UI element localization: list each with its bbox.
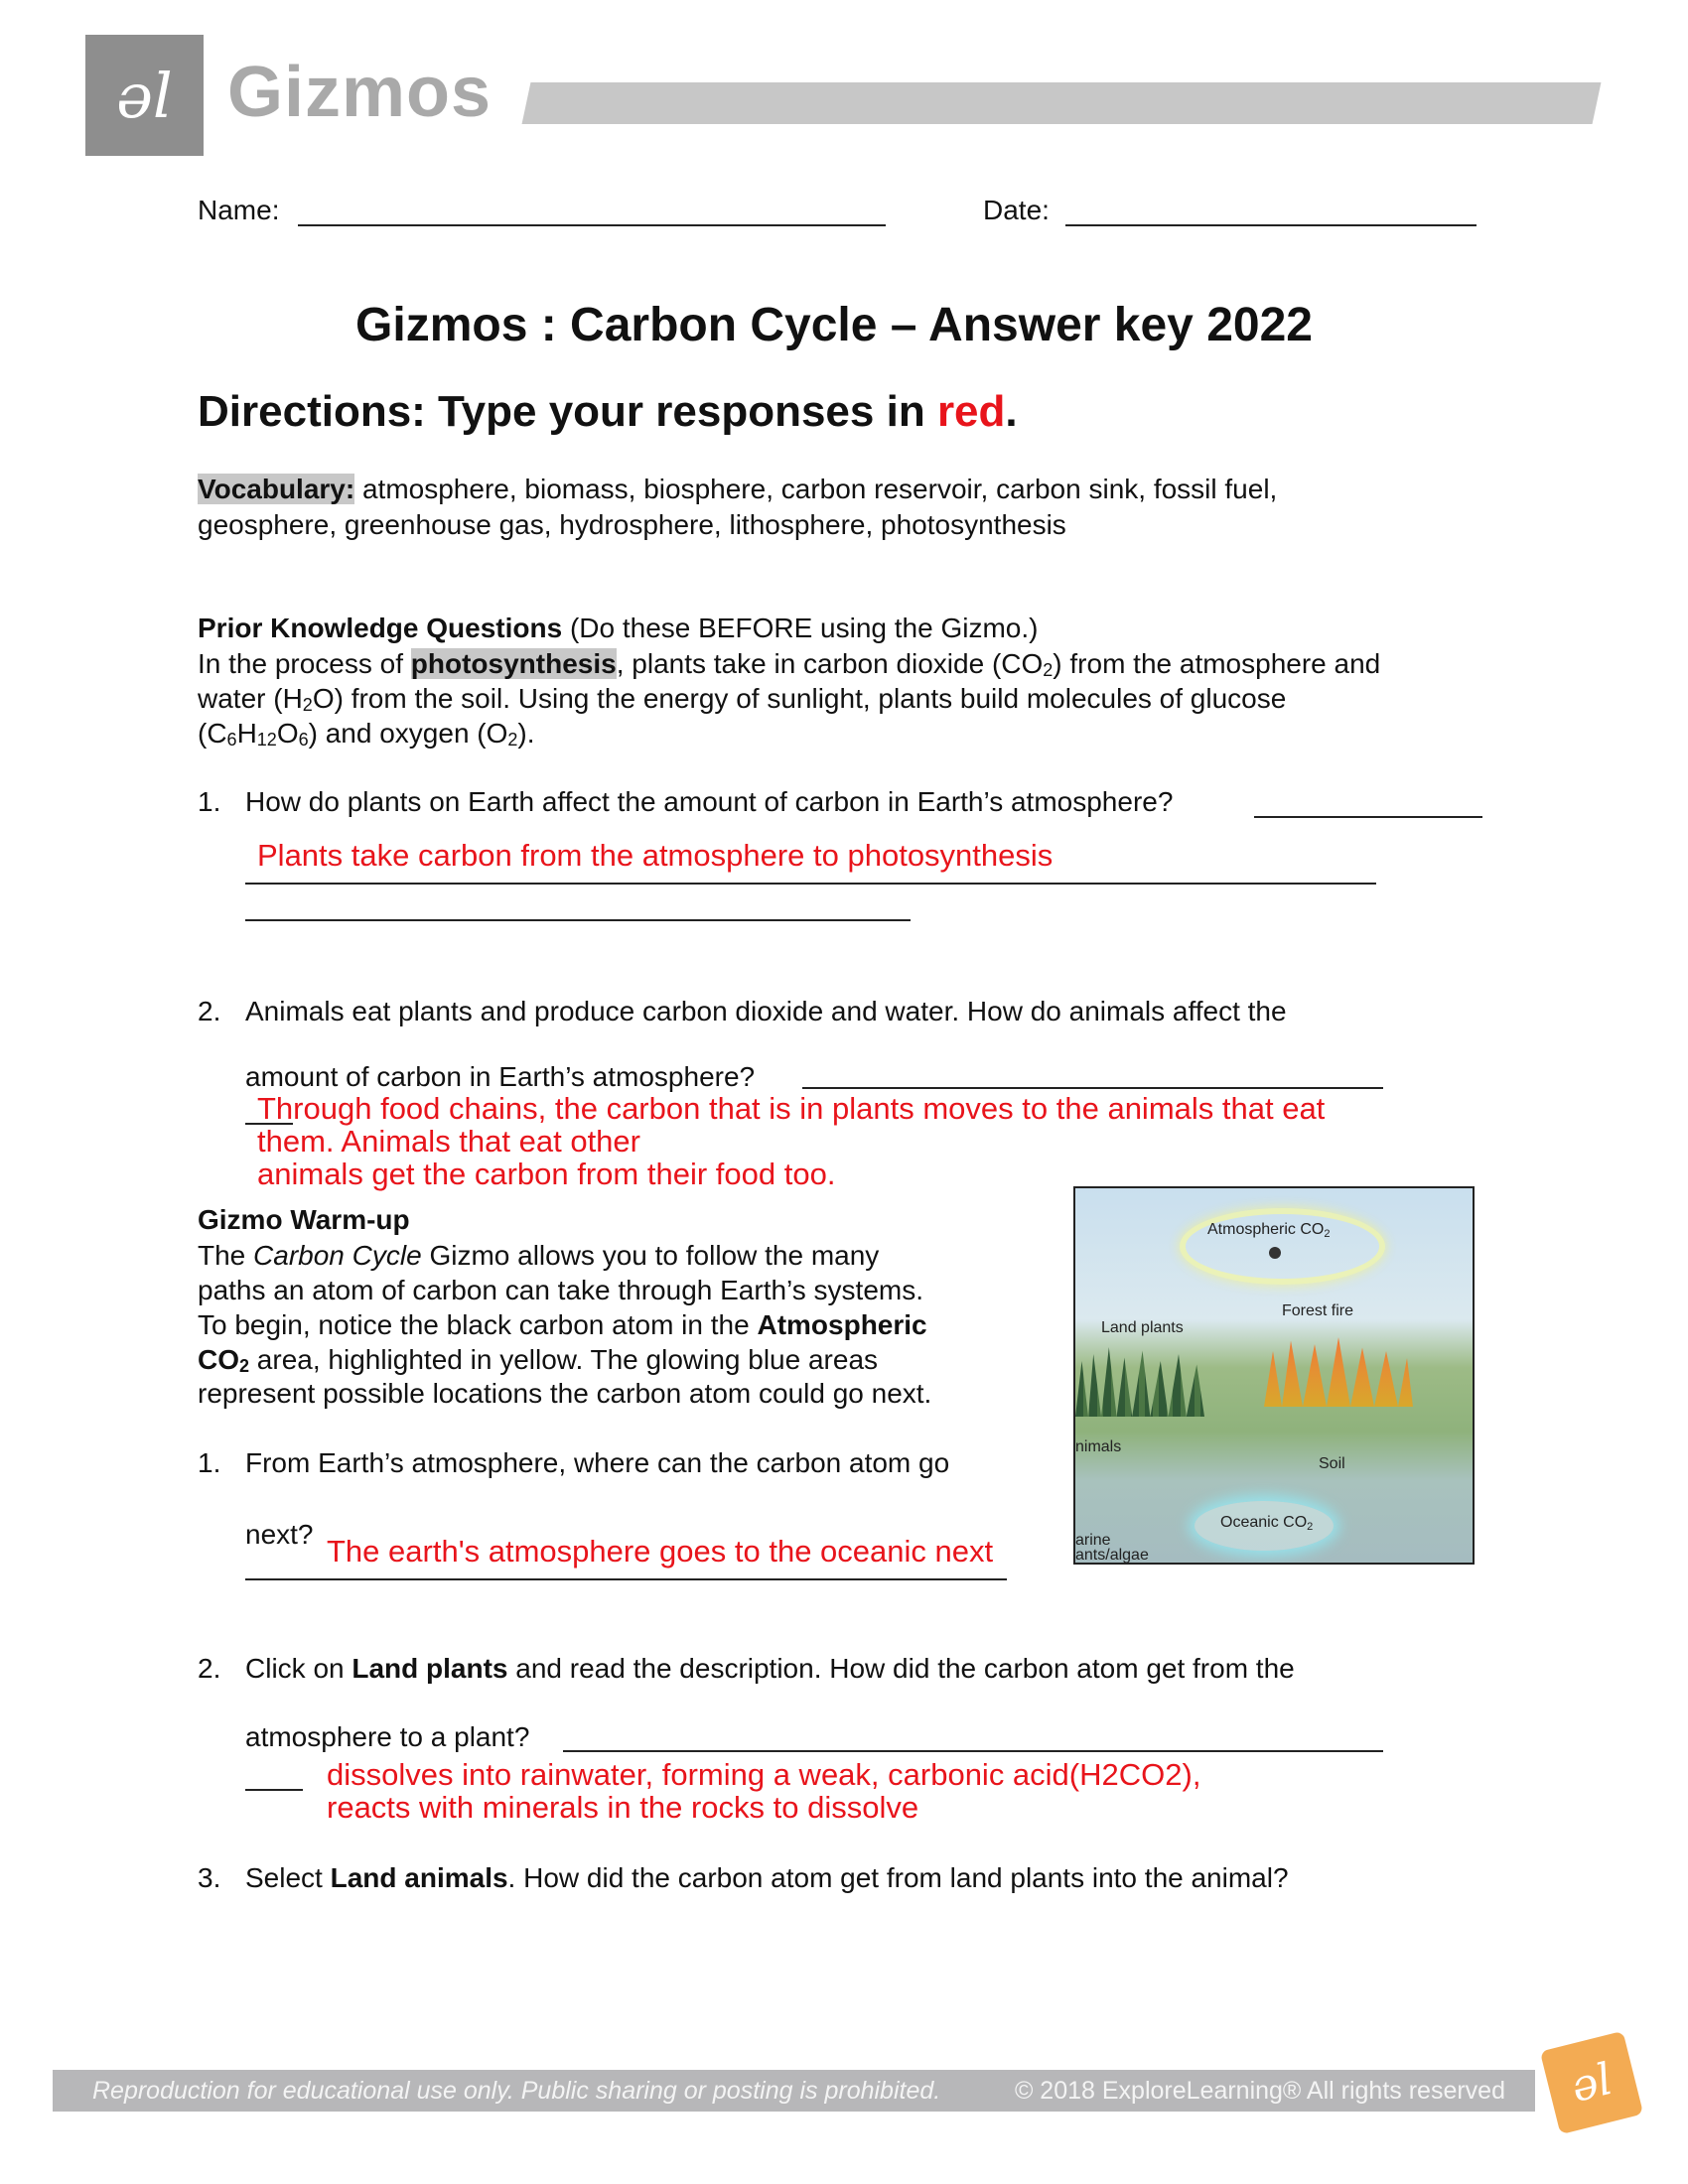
- question-number: 1.: [198, 1447, 221, 1478]
- question-number: 1.: [198, 786, 221, 817]
- gizmo-name: Carbon Cycle: [253, 1240, 422, 1271]
- header-bar: [522, 82, 1602, 124]
- label-text: Oceanic CO: [1220, 1514, 1308, 1531]
- prior-question-1: How do plants on Earth affect the amount of carbon in Earth’s atmosphere?: [245, 786, 1174, 817]
- question-number: 2.: [198, 1653, 221, 1684]
- subscript: 2: [1324, 1228, 1331, 1240]
- explorelearning-logo: [1540, 2031, 1643, 2134]
- text: ) from the atmosphere and: [1053, 648, 1381, 679]
- answer-line: [245, 1578, 1007, 1580]
- subscript: 2: [507, 730, 518, 750]
- highlighted-term: photosynthesis: [410, 648, 617, 679]
- warmup-question-1-cont: next?: [245, 1519, 314, 1550]
- name-label: Name:: [198, 195, 280, 225]
- warmup-line-1: [198, 1238, 879, 1274]
- atmospheric-co2-label: [1207, 1221, 1331, 1239]
- prior-answer-2-line-3[interactable]: animals get the carbon from their food too.: [257, 1157, 836, 1191]
- prior-heading-text: Prior Knowledge Questions: [198, 613, 563, 643]
- answer-line: [563, 1750, 1383, 1752]
- warmup-line-4: [198, 1342, 878, 1378]
- warmup-answer-2-line-2[interactable]: reacts with minerals in the rocks to dissolve: [327, 1790, 919, 1825]
- directions: [198, 387, 1018, 437]
- directions-suffix: .: [1005, 387, 1018, 436]
- answer-line: [1254, 816, 1482, 818]
- text: , plants take in carbon dioxide (CO: [616, 648, 1044, 679]
- directions-red-word: red: [936, 387, 1006, 436]
- subscript: 2: [1307, 1521, 1314, 1533]
- directions-text: Directions: Type your responses in: [198, 387, 937, 436]
- text: (C: [198, 718, 227, 749]
- vocabulary-line-2: geosphere, greenhouse gas, hydrosphere, lithosphere, photosynthesis: [198, 509, 1066, 540]
- warmup-line-2: paths an atom of carbon can take through Earth’s systems.: [198, 1275, 923, 1305]
- warmup-answer-2-line-1[interactable]: dissolves into rainwater, forming a weak, carbonic acid(H2CO2),: [327, 1757, 1201, 1792]
- subscript: 2: [302, 695, 313, 715]
- date-field[interactable]: [1065, 224, 1477, 226]
- warmup-question-2-cont: atmosphere to a plant?: [245, 1721, 530, 1752]
- prior-question-2-line-1: Animals eat plants and produce carbon dioxide and water. How do animals affect the: [245, 996, 1287, 1026]
- warmup-question-2: [245, 1651, 1295, 1687]
- carbon-atom-icon[interactable]: [1269, 1247, 1281, 1259]
- land-plants-label[interactable]: Land plants: [1101, 1319, 1184, 1336]
- soil-label[interactable]: Soil: [1319, 1455, 1345, 1472]
- brand-name: Gizmos: [227, 53, 492, 132]
- text: Gizmo allows you to follow the many: [421, 1240, 880, 1271]
- text: H: [236, 718, 257, 749]
- warmup-heading: Gizmo Warm-up: [198, 1204, 410, 1235]
- text: area, highlighted in yellow. The glowing blue areas: [249, 1344, 879, 1375]
- date-label: Date:: [983, 195, 1050, 225]
- atmospheric-highlight: [1180, 1208, 1385, 1285]
- answer-line: [802, 1087, 1383, 1089]
- carbon-cycle-gizmo-image: [1073, 1186, 1475, 1565]
- footer-bar: [53, 2070, 1535, 2112]
- warmup-line-3: [198, 1307, 927, 1343]
- footer-copyright: © 2018 ExploreLearning® All rights reserved: [1014, 2077, 1505, 2105]
- text: . How did the carbon atom get from land plants into the animal?: [507, 1862, 1289, 1893]
- label-text: Atmospheric CO: [1207, 1221, 1325, 1238]
- forest-fire-label[interactable]: Forest fire: [1282, 1302, 1354, 1319]
- label-text: ants/algae: [1075, 1547, 1149, 1564]
- text: The: [198, 1240, 254, 1271]
- text: O: [276, 718, 299, 749]
- text: In the process of: [198, 648, 411, 679]
- subscript: 2: [1043, 660, 1054, 680]
- prior-paragraph-line-1: [198, 646, 1380, 682]
- question-number: 2.: [198, 996, 221, 1026]
- prior-knowledge-heading: [198, 611, 1038, 646]
- oceanic-co2-label[interactable]: [1220, 1514, 1313, 1532]
- text: O) from the soil. Using the energy of sunlight, plants build molecules of glucose: [312, 683, 1287, 714]
- prior-answer-2-line-1[interactable]: Through food chains, the carbon that is in plants moves to the animals that eat: [257, 1091, 1326, 1126]
- marine-label[interactable]: [1075, 1533, 1149, 1563]
- vocabulary-terms: atmosphere, biomass, biosphere, carbon reservoir, carbon sink, fossil fuel,: [354, 474, 1278, 504]
- logo-glyph: ǝl: [1566, 2053, 1618, 2113]
- footer-notice: Reproduction for educational use only. Public sharing or posting is prohibited.: [92, 2077, 941, 2105]
- text: Select: [245, 1862, 331, 1893]
- vocabulary-label: Vocabulary:: [198, 474, 355, 504]
- gizmos-logo: [85, 35, 204, 156]
- question-number: 3.: [198, 1862, 221, 1893]
- prior-answer-1[interactable]: Plants take carbon from the atmosphere to photosynthesis: [257, 838, 1054, 873]
- answer-line: [245, 919, 911, 921]
- warmup-question-1: From Earth’s atmosphere, where can the carbon atom go: [245, 1447, 950, 1478]
- vocabulary-line-1: [198, 472, 1277, 507]
- text: ).: [517, 718, 535, 749]
- bold-term: Land plants: [352, 1653, 508, 1684]
- fire-icon: [1264, 1337, 1413, 1407]
- text: ) and oxygen (O: [308, 718, 508, 749]
- name-field[interactable]: [298, 224, 886, 226]
- subscript: 6: [298, 730, 309, 750]
- subscript: 2: [239, 1356, 250, 1376]
- warmup-question-3: [245, 1860, 1289, 1896]
- answer-line: [245, 1789, 303, 1791]
- prior-paragraph-line-3: [198, 716, 535, 751]
- prior-question-2-line-2: amount of carbon in Earth’s atmosphere?: [245, 1061, 756, 1092]
- prior-paragraph-line-2: [198, 681, 1286, 717]
- text: Click on: [245, 1653, 352, 1684]
- answer-line: [245, 883, 1376, 885]
- text: and read the description. How did the carbon atom get from the: [507, 1653, 1295, 1684]
- subscript: 6: [226, 730, 237, 750]
- text: To begin, notice the black carbon atom in the: [198, 1309, 758, 1340]
- page-title: Gizmos : Carbon Cycle – Answer key 2022: [355, 299, 1313, 351]
- text: water (H: [198, 683, 303, 714]
- prior-answer-2-line-2[interactable]: them. Animals that eat other: [257, 1124, 640, 1159]
- trees-icon: [1075, 1347, 1204, 1417]
- logo-glyph: ǝl: [116, 59, 173, 132]
- warmup-line-5: represent possible locations the carbon atom could go next.: [198, 1378, 932, 1409]
- subscript: 12: [256, 730, 277, 750]
- bold-term: Atmospheric: [757, 1309, 927, 1340]
- label-text: arine: [1075, 1532, 1111, 1549]
- land-animals-label[interactable]: nimals: [1075, 1438, 1122, 1455]
- bold-term: Land animals: [330, 1862, 508, 1893]
- bold-term: CO: [198, 1344, 239, 1375]
- warmup-answer-1[interactable]: The earth's atmosphere goes to the oceanic next: [327, 1534, 994, 1569]
- prior-heading-note: (Do these BEFORE using the Gizmo.): [562, 613, 1039, 643]
